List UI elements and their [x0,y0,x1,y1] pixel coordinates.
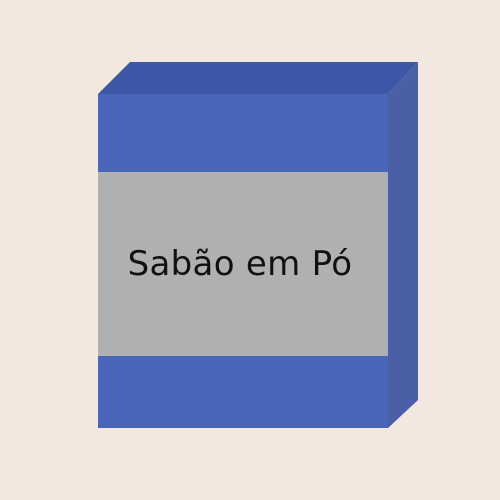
product-label: Sabão em Pó [127,244,353,284]
box-side-face [388,62,418,428]
box-top-face [98,62,418,94]
